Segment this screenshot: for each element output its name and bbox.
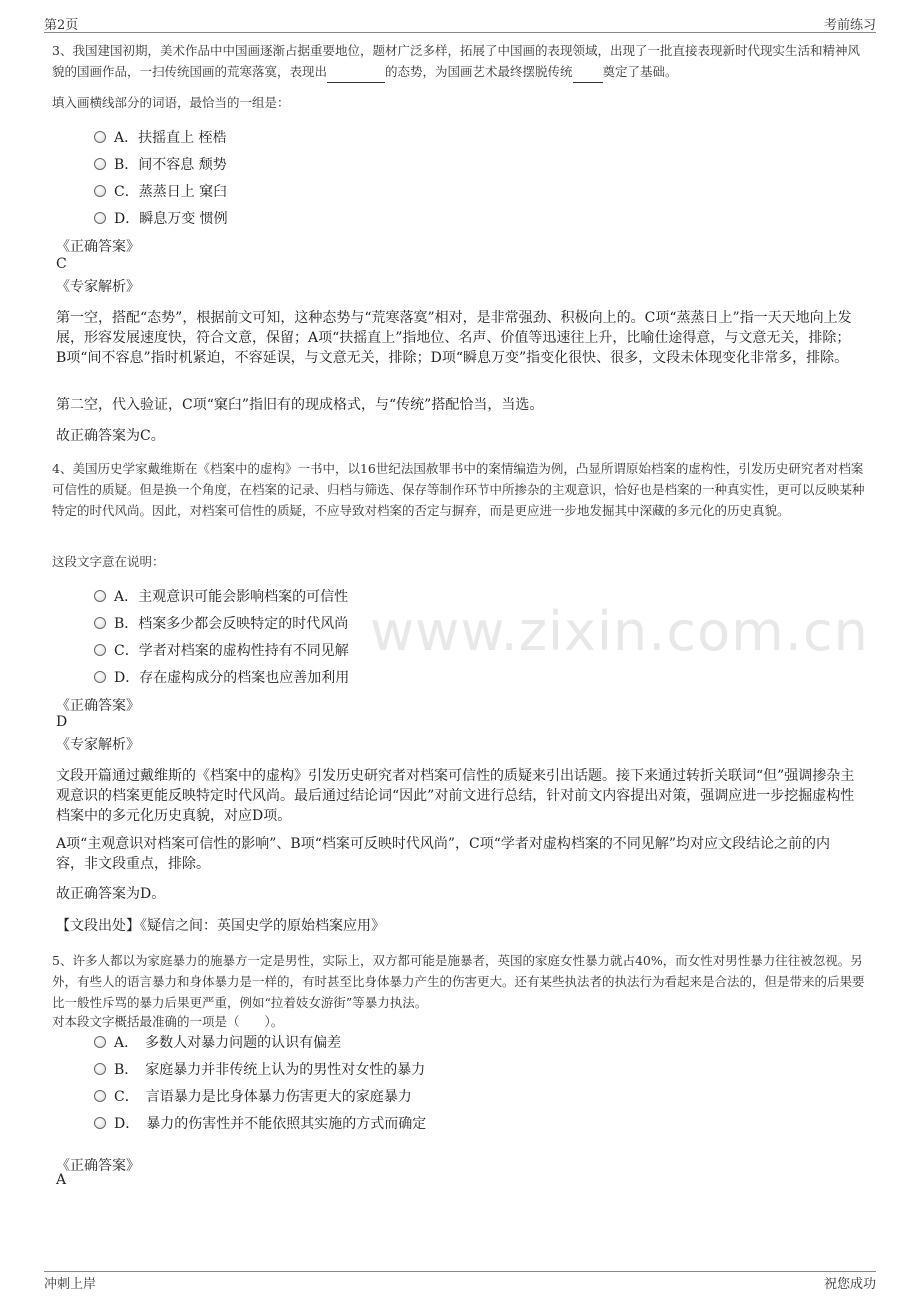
q3-analysis-p2: 第二空，代入验证，C项“窠臼”指旧有的现成格式，与“传统”搭配恰当，当选。: [56, 397, 544, 413]
q5-option-b[interactable]: B． 家庭暴力并非传统上认为的男性对女性的暴力: [94, 1059, 425, 1079]
question-3-text: 3、我国建国初期，美术作品中中国画逐渐占据重要地位，题材广泛多样，拓展了中国画的表现领域，出现了一批直接表现新时代现实生活和精神风貌的国画作品，一扫传统国画的荒寒落寞，表现出 的态势，为国画艺术最终摆脱传统 奠定了基础。: [52, 40, 870, 83]
radio-icon[interactable]: [94, 671, 106, 683]
radio-icon[interactable]: [94, 212, 106, 224]
q4-option-b[interactable]: B．档案多少都会反映特定的时代风尚: [94, 613, 348, 633]
question-4-prompt: 这段文字意在说明：: [52, 554, 165, 569]
radio-icon[interactable]: [94, 590, 106, 602]
q3-analysis-label: 《专家解析》: [56, 279, 140, 295]
radio-icon[interactable]: [94, 1090, 106, 1102]
q4-answer-label: 《正确答案》: [56, 698, 140, 714]
q5-option-d[interactable]: D． 暴力的伤害性并不能依照其实施的方式而确定: [94, 1113, 426, 1133]
page-footer: [44, 1271, 876, 1292]
header-tag: 考前练习: [823, 18, 876, 33]
radio-icon[interactable]: [94, 1036, 106, 1048]
q3-answer: C: [56, 256, 67, 272]
radio-icon[interactable]: [94, 158, 106, 170]
q5-answer-label: 《正确答案》: [56, 1158, 140, 1174]
q5-option-c[interactable]: C． 言语暴力是比身体暴力伤害更大的家庭暴力: [94, 1086, 412, 1106]
footer-left: 冲刺上岸: [44, 1277, 97, 1292]
radio-icon[interactable]: [94, 131, 106, 143]
question-5-text: 5、许多人都以为家庭暴力的施暴方一定是男性，实际上，双方都可能是施暴者，英国的家庭女性暴力就占40%，而女性对男性暴力往往被忽视。另外，有些人的语言暴力和身体暴力是一样的，有时甚至比身体暴力产生的伤害更大。还有某些执法者的执法行为看起来是合法的，但是带来的后果要比一般性斥骂的暴力后果更严重，例如“拉着妓女游街”等暴力执法。: [52, 953, 865, 1010]
q3-option-b[interactable]: B．间不容息 颓势: [94, 154, 227, 174]
radio-icon[interactable]: [94, 1117, 106, 1129]
q4-answer: D: [56, 714, 68, 730]
radio-icon[interactable]: [94, 617, 106, 629]
footer-right: 祝您成功: [823, 1277, 876, 1292]
q3-option-c[interactable]: C．蒸蒸日上 窠臼: [94, 181, 227, 201]
question-4-text: 4、美国历史学家戴维斯在《档案中的虚构》一书中，以16世纪法国赦罪书中的案情编造为例，凸显所谓原始档案的虚构性，引发历史研究者对档案可信性的质疑。但是换一个角度，在档案的记录、归档与筛选、保存等制作环节中所掺杂的主观意识，恰好也是档案的一种真实性，更可以反映某种特定的时代风尚。因此，对档案可信性的质疑，不应导致对档案的否定与摒弃，而是更应进一步地发掘其中深藏的多元化的历史真貌。: [52, 461, 865, 518]
radio-icon[interactable]: [94, 644, 106, 656]
q4-option-a[interactable]: A．主观意识可能会影响档案的可信性: [94, 586, 348, 606]
q3-option-a[interactable]: A．扶摇直上 桎梏: [94, 127, 227, 147]
q4-analysis-p2: A项“主观意识对档案可信性的影响”、B项“档案可反映时代风尚”，C项“学者对虚构档案的不同见解”均对应文段结论之前的内容，非文段重点，排除。: [56, 836, 831, 872]
q4-option-d[interactable]: D．存在虚构成分的档案也应善加利用: [94, 667, 349, 687]
page-number: 第2页: [44, 18, 79, 33]
q3-analysis-p1: 第一空，搭配“态势”，根据前文可知，这种态势与“荒寒落寞”相对，是非常强劲、积极向上的。C项“蒸蒸日上”指一天天地向上发展，形容发展速度快，符合文意，保留；A项“扶摇直上”指地位、名声、价值等迅速往上升，比喻仕途得意，与文意无关，排除；B项“间不容息”指时机紧迫，不容延误，与文意无关，排除；D项“瞬息万变”指变化很快、很多，文段未体现变化非常多，排除。: [56, 310, 852, 366]
page-header: [44, 12, 876, 33]
question-5-prompt: 对本段文字概括最准确的一项是（ ）。: [52, 1014, 284, 1029]
watermark: www.zixin.com.cn: [370, 600, 869, 663]
q4-analysis-label: 《专家解析》: [56, 737, 140, 753]
radio-icon[interactable]: [94, 185, 106, 197]
q5-answer: A: [56, 1172, 67, 1188]
q4-analysis-p1: 文段开篇通过戴维斯的《档案中的虚构》引发历史研究者对档案可信性的质疑来引出话题。接下来通过转折关联词“但”强调掺杂主观意识的档案更能反映特定时代风尚。最后通过结论词“因此”对前文进行总结，针对前文内容提出对策，强调应进一步挖掘虚构性档案中的多元化历史真貌，对应D项。: [56, 768, 855, 824]
q3-answer-label: 《正确答案》: [56, 239, 140, 255]
q4-analysis-p3: 故正确答案为D。: [56, 886, 166, 902]
q3-analysis-p3: 故正确答案为C。: [56, 428, 165, 444]
q5-option-a[interactable]: A． 多数人对暴力问题的认识有偏差: [94, 1032, 341, 1052]
q4-source: 【文段出处】《疑信之间：英国史学的原始档案应用》: [56, 918, 385, 934]
question-3-prompt: 填入画横线部分的词语，最恰当的一组是：: [52, 95, 290, 110]
radio-icon[interactable]: [94, 1063, 106, 1075]
q3-option-d[interactable]: D．瞬息万变 惯例: [94, 208, 228, 228]
q4-option-c[interactable]: C．学者对档案的虚构性持有不同见解: [94, 640, 349, 660]
